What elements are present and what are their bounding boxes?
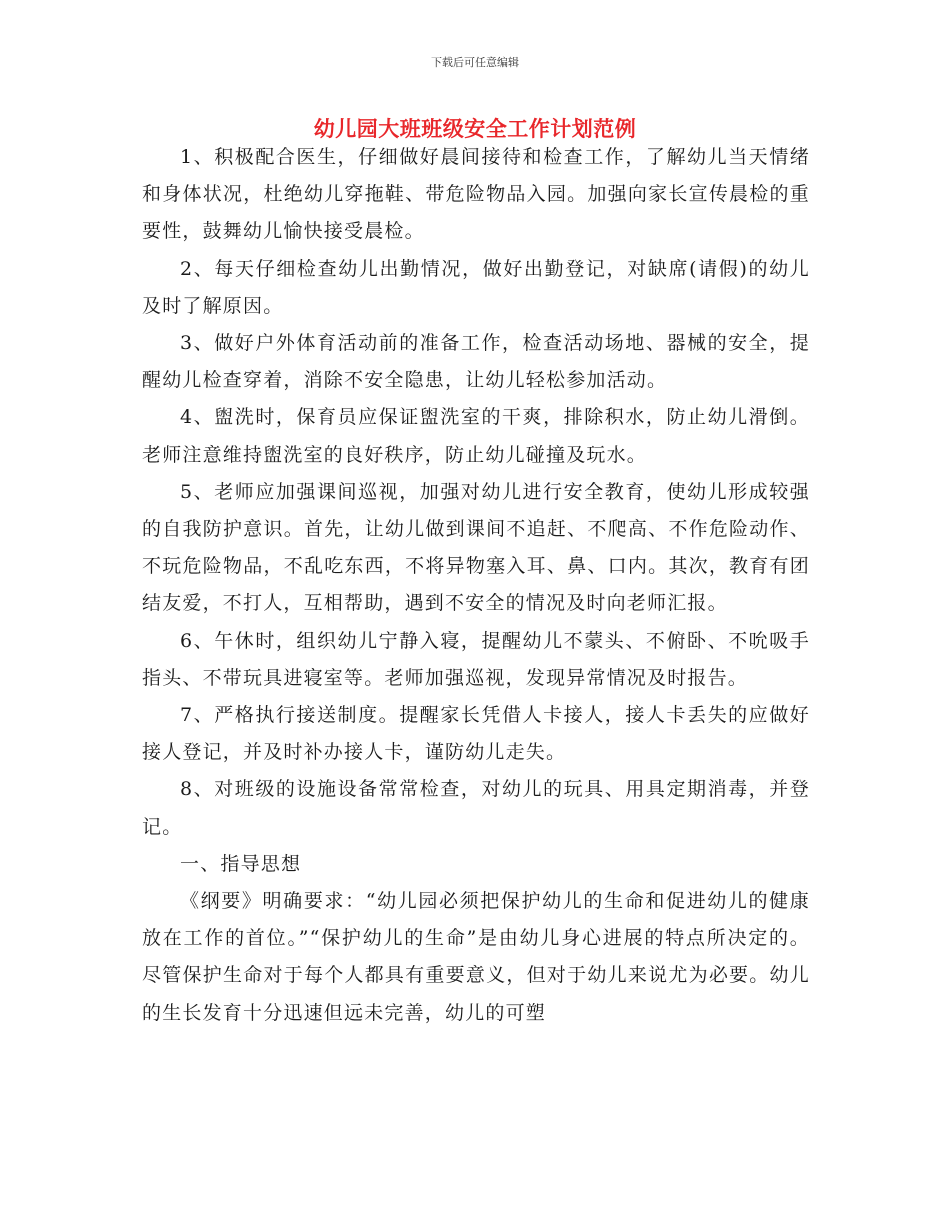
paragraph-7: 7、严格执行接送制度。提醒家长凭借人卡接人，接人卡丢失的应做好接人登记，并及时补办接人卡，谨防幼儿走失。 (142, 704, 810, 764)
paragraph-4: 4、盥洗时，保育员应保证盥洗室的干爽，排除积水，防止幼儿滑倒。老师注意维持盥洗室的良好秩序，防止幼儿碰撞及玩水。 (142, 406, 810, 466)
document-body (142, 139, 810, 1032)
header-note: 下载后可任意编辑 (431, 56, 519, 69)
document-title: 幼儿园大班班级安全工作计划范例 (313, 116, 637, 141)
paragraph-guidelines: 《纲要》明确要求：“幼儿园必须把保护幼儿的生命和促进幼儿的健康放在工作的首位。”“保护幼儿的生命”是由幼儿身心进展的特点所决定的。尽管保护生命对于每个人都具有重要意义，但对于幼儿来说尤为必要。幼儿的生长发育十分迅速但远未完善，幼儿的可塑 (142, 890, 810, 1024)
paragraph-3: 3、做好户外体育活动前的准备工作，检查活动场地、器械的安全，提醒幼儿检查穿着，消除不安全隐患，让幼儿轻松参加活动。 (142, 332, 810, 392)
section-heading-guiding-ideology: 一、指导思想 (180, 852, 302, 875)
paragraph-6: 6、午休时，组织幼儿宁静入寝，提醒幼儿不蒙头、不俯卧、不吮吸手指头、不带玩具进寝室等。老师加强巡视，发现异常情况及时报告。 (142, 629, 810, 689)
paragraph-1: 1、积极配合医生，仔细做好晨间接待和检查工作，了解幼儿当天情绪和身体状况，杜绝幼儿穿拖鞋、带危险物品入园。加强向家长宣传晨检的重要性，鼓舞幼儿愉快接受晨检。 (142, 146, 810, 243)
paragraph-2: 2、每天仔细检查幼儿出勤情况，做好出勤登记，对缺席(请假)的幼儿及时了解原因。 (142, 257, 810, 317)
paragraph-5: 5、老师应加强课间巡视，加强对幼儿进行安全教育，使幼儿形成较强的自我防护意识。首先，让幼儿做到课间不追赶、不爬高、不作危险动作、不玩危险物品，不乱吃东西，不将异物塞入耳、鼻、口内。其次，教育有团结友爱，不打人，互相帮助，遇到不安全的情况及时向老师汇报。 (142, 480, 810, 615)
paragraph-8: 8、对班级的设施设备常常检查，对幼儿的玩具、用具定期消毒，并登记。 (142, 778, 810, 838)
